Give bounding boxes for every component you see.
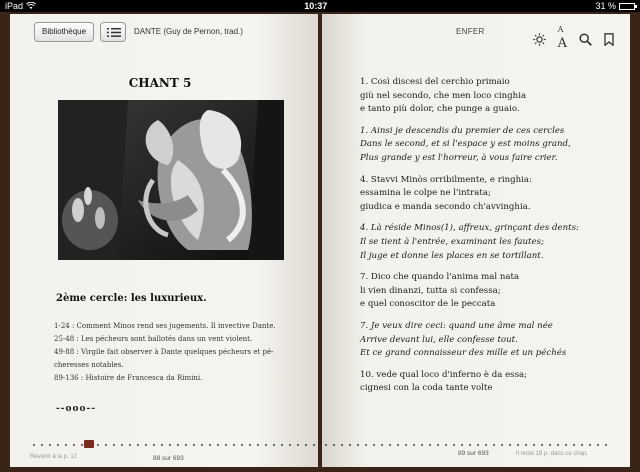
font-size-button[interactable] — [558, 23, 567, 51]
stanza-original — [360, 369, 620, 396]
section-title: ENFER — [456, 27, 485, 36]
summary-line: 1-24 : Comment Minos rend ses jugements. Il invective Dante. — [54, 322, 276, 330]
stanza-original — [360, 271, 620, 312]
status-bar — [0, 0, 640, 12]
book-title: DANTE (Guy de Pernon, trad.) — [134, 27, 243, 36]
verse-line: 4. Là réside Minos(1), affreux, grinçant des dents: — [360, 223, 579, 234]
status-time: 10:37 — [304, 1, 328, 11]
separator: --ooo-- — [56, 404, 96, 414]
brightness-button[interactable] — [533, 33, 546, 51]
verse-line: Et ce grand connaisseur des mille et un péchés — [360, 348, 567, 359]
right-page[interactable] — [322, 14, 630, 467]
verse-line: Arrive devant lui, elle confesse tout. — [360, 334, 518, 345]
reader-tools — [533, 23, 614, 51]
verse-line: li vien dinanzi, tutta si confessa; — [360, 285, 501, 296]
verse-line: 1. Così discesi del cerchio primaio — [360, 77, 510, 87]
library-button[interactable]: Bibliothèque — [34, 22, 94, 42]
search-button[interactable] — [579, 33, 592, 51]
verse-line: Il juge et donne les places en se tortillant. — [360, 250, 544, 261]
page-number-left: 88 sur 693 — [153, 455, 184, 462]
stanza-original — [360, 174, 620, 215]
dore-illustration — [58, 100, 284, 260]
stanza-translation — [360, 320, 620, 361]
chant-title: CHANT 5 — [128, 76, 192, 90]
verse-line: 4. Stavvi Minòs orribilmente, e ringhia: — [360, 174, 532, 185]
stanza-original — [360, 76, 620, 117]
device-label: iPad — [5, 1, 24, 11]
verse-line: giudica e manda secondo ch'avvinghia. — [360, 201, 531, 212]
verse-line: 10. vede qual loco d'inferno è da essa; — [360, 369, 527, 380]
summary-line: 25-48 : Les pécheurs sont ballotés dans un vent violent. — [54, 335, 253, 343]
wifi-icon — [26, 2, 36, 10]
scrubber-thumb[interactable] — [84, 440, 94, 448]
verse-line: e quel conoscitor de le peccata — [360, 299, 496, 310]
stanza-translation — [360, 125, 620, 166]
bookmark-button[interactable] — [604, 33, 614, 51]
verse-line: Plus grande y est l'horreur, à vous faire crier. — [360, 152, 558, 163]
verse-line: cignesi con la coda tante volte — [360, 383, 493, 394]
bookmark-icon — [604, 33, 614, 46]
verse-line: Dans le second, et si l'espace y est moins grand, — [360, 139, 571, 150]
verse-line: 7. Dico che quando l'anima mal nata — [360, 272, 520, 283]
verse-line: 7. Je veux dire ceci: quand une âme mal née — [360, 320, 553, 331]
pages-left-in-chapter: Il reste 18 p. dans ce chap. — [516, 451, 589, 457]
toc-button[interactable] — [100, 22, 126, 42]
summary-line: 49-88 : Virgile fait observer à Dante quelques pécheurs et pé- — [54, 348, 274, 356]
brightness-icon — [533, 33, 546, 46]
battery-icon — [619, 3, 635, 10]
page-number-right: 89 sur 693 — [458, 450, 489, 457]
font-size-icon: A A — [557, 25, 567, 51]
battery-percent: 31 % — [595, 1, 616, 11]
stanza-translation — [360, 222, 620, 263]
page-scrubber-left[interactable] — [30, 444, 318, 446]
poem-text — [360, 76, 620, 404]
page-scrubber-right[interactable] — [322, 444, 610, 446]
left-page[interactable] — [10, 14, 318, 467]
verse-line: 1. Ainsi je descendis du premier de ces cercles — [360, 125, 565, 136]
book — [6, 12, 634, 470]
search-icon — [579, 33, 592, 46]
chapter-summary — [54, 320, 294, 385]
verse-line: essamina le colpe ne l'intrata; — [360, 188, 491, 199]
verse-line: giù nel secondo, che men loco cinghia — [360, 90, 527, 101]
summary-line: 89-136 : Histoire de Francesca da Rimini. — [54, 374, 203, 382]
verse-line: e tanto più dolor, che punge a guaio. — [360, 104, 520, 115]
list-icon — [107, 27, 121, 38]
summary-line: cheresses notables. — [54, 361, 124, 369]
back-to-page-link[interactable]: Revenir à la p. 12 — [30, 454, 78, 460]
verse-line: Il se tient à l'entrée, examinant les fautes; — [360, 236, 544, 247]
circle-title: 2ème cercle: les luxurieux. — [56, 293, 207, 304]
